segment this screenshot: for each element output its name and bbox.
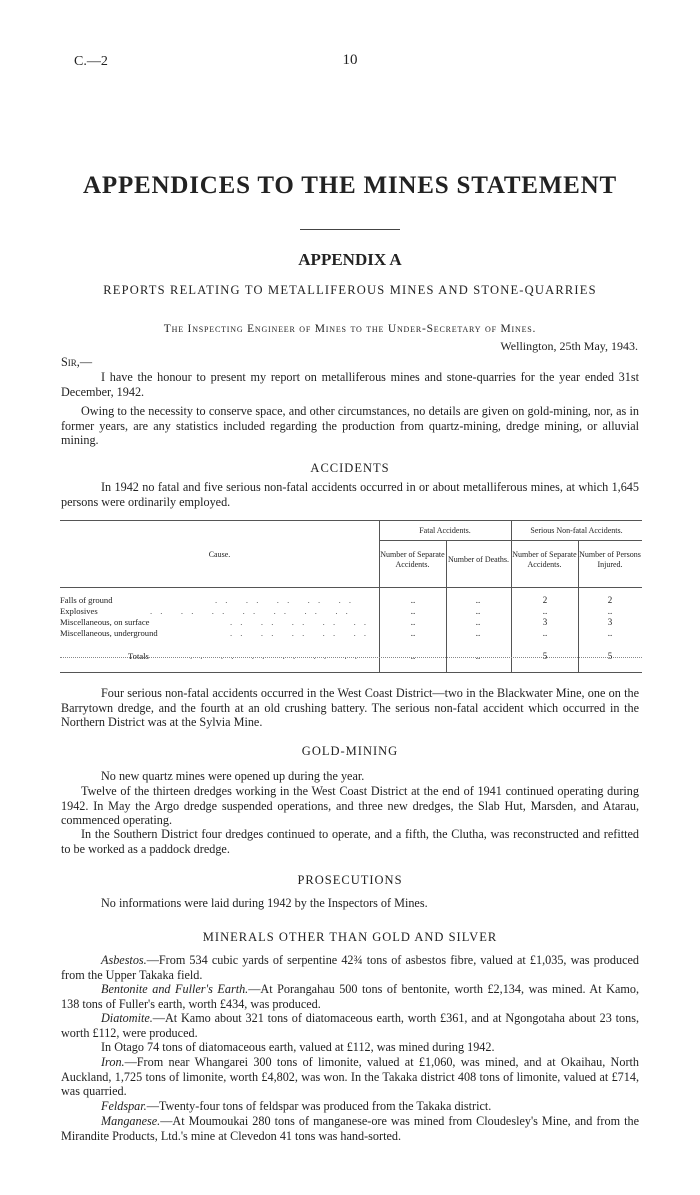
prosecutions-heading: PROSECUTIONS xyxy=(297,873,403,887)
serious-persons-value: 3 xyxy=(607,617,613,627)
serious-persons-value: 2 xyxy=(607,595,613,605)
manganese-text: —At Moumoukai 280 tons of manganese-ore was mined from Cloudesley's Mine, and from the Mirandite Products, Ltd.'s mine at Clevedon 41 tons was hand-sorted. xyxy=(61,1114,639,1143)
fatal-deaths-value: .. xyxy=(475,595,481,605)
fatal-separate-value: .. xyxy=(410,617,416,627)
document-reference: C.—2 xyxy=(74,54,108,69)
feldspar-text: —Twenty-four tons of feldspar was produced from the Takaka district. xyxy=(146,1099,492,1113)
table-header-rule xyxy=(60,587,642,588)
leader-dots: . . . . . . . . . . . . . . xyxy=(150,606,351,616)
serious-separate-header: Number of Separate Accidents. xyxy=(512,550,577,569)
fatal-deaths-value: .. xyxy=(475,628,481,638)
iron-paragraph xyxy=(61,1055,639,1099)
fatal-deaths-total: .. xyxy=(475,651,481,661)
accidents-intro: In 1942 no fatal and five serious non-fatal accidents occurred in or about metalliferous mines, at which 1,645 persons were ordinarily employed. xyxy=(61,480,639,509)
cause-label: Falls of ground xyxy=(60,595,113,605)
page-number: 10 xyxy=(342,52,358,68)
column-divider xyxy=(511,520,512,672)
gold-paragraph-3: In the Southern District four dredges continued to operate, and a fifth, the Clutha, was reconstructed and refitted to be worked as a paddock dredge. xyxy=(61,827,639,856)
fatal-separate-header: Number of Separate Accidents. xyxy=(380,550,445,569)
minerals-heading: MINERALS OTHER THAN GOLD AND SILVER xyxy=(202,930,498,944)
serious-persons-value: .. xyxy=(607,628,613,638)
column-divider xyxy=(379,520,380,672)
table-top-rule xyxy=(60,520,642,521)
gold-paragraph-2: Twelve of the thirteen dredges working in the West Coast District at the end of 1941 continued operating during 1942. In May the Argo dredge suspended operations, and three new dredges, the Slab Hut, Marsden, and Atarau, commenced operating. xyxy=(61,784,639,827)
manganese-paragraph xyxy=(61,1114,639,1143)
cause-label: Miscellaneous, underground xyxy=(60,628,158,638)
fatal-deaths-value: .. xyxy=(475,606,481,616)
accidents-heading: ACCIDENTS xyxy=(310,461,390,475)
fatal-deaths-value: .. xyxy=(475,617,481,627)
letter-address-line: The Inspecting Engineer of Mines to the Under-Secretary of Mines. xyxy=(163,323,537,335)
appendix-subtitle: REPORTS RELATING TO METALLIFEROUS MINES AND STONE-QUARRIES xyxy=(103,283,597,297)
letter-paragraph-2: Owing to the necessity to conserve space, and other circumstances, no details are given on gold-mining, nor, as in former years, are any statistics included regarding the production from quartz-mining, dredge mining, or alluvial mining. xyxy=(61,404,639,447)
cause-header: Cause. xyxy=(208,550,231,559)
bentonite-label: Bentonite and Fuller's Earth. xyxy=(101,982,249,996)
fatal-separate-value: .. xyxy=(410,628,416,638)
serious-persons-header: Number of Persons Injured. xyxy=(579,550,641,569)
fatal-deaths-header: Number of Deaths. xyxy=(447,555,510,564)
appendix-heading: APPENDIX A xyxy=(298,250,402,269)
serious-separate-value: 3 xyxy=(542,617,548,627)
fatal-separate-value: .. xyxy=(410,606,416,616)
main-title: APPENDICES TO THE MINES STATEMENT xyxy=(83,172,617,199)
letter-salutation: Sir,— xyxy=(61,355,93,369)
serious-separate-value: .. xyxy=(542,606,548,616)
totals-label: Totals xyxy=(128,651,149,661)
manganese-label: Manganese. xyxy=(101,1114,161,1128)
table-bottom-rule xyxy=(60,672,642,673)
gold-mining-heading: GOLD-MINING xyxy=(301,744,399,758)
serious-separate-value: .. xyxy=(542,628,548,638)
iron-text: —From near Whangarei 300 tons of limonite, valued at £1,060, was mined, and at Okaihau, North Auckland, 1,725 tons of limonite, worth £4,802, was won. In the Takaka district 408 tons of limonite, valued at £714, was quarried. xyxy=(61,1055,639,1098)
serious-persons-value: .. xyxy=(607,606,613,616)
serious-separate-total: 5 xyxy=(542,651,548,661)
fatal-separate-total: .. xyxy=(410,651,416,661)
bentonite-paragraph xyxy=(61,982,639,1011)
diatomite-label: Diatomite. xyxy=(101,1011,153,1025)
bentonite-text: —At Porangahau 500 tons of bentonite, worth £2,134, was mined. At Kamo, 138 tons of Fuller's earth, worth £434, was produced. xyxy=(61,982,639,1011)
leader-dots: . . . . . . . . . . xyxy=(215,595,355,605)
diatomite-paragraph xyxy=(61,1011,639,1040)
cause-label: Miscellaneous, on surface xyxy=(60,617,150,627)
leader-dots: . . . . . . . . . . . . xyxy=(190,651,360,661)
title-divider xyxy=(300,229,400,230)
prosecutions-paragraph: No informations were laid during 1942 by the Inspectors of Mines. xyxy=(101,896,428,910)
diatomite-text: —At Kamo about 321 tons of diatomaceous earth, worth £361, and at Ngongotaha about 23 tons, worth £112, were produced. xyxy=(61,1011,639,1040)
asbestos-label: Asbestos. xyxy=(101,953,147,967)
serious-accidents-header: Serious Non-fatal Accidents. xyxy=(530,526,623,535)
iron-label: Iron. xyxy=(101,1055,125,1069)
serious-separate-value: 2 xyxy=(542,595,548,605)
fatal-accidents-header: Fatal Accidents. xyxy=(419,526,471,535)
letter-paragraph-1: I have the honour to present my report on metalliferous mines and stone-quarries for the year ended 31st December, 1942. xyxy=(61,370,639,399)
asbestos-paragraph xyxy=(61,953,639,982)
fatal-separate-value: .. xyxy=(410,595,416,605)
asbestos-text: —From 534 cubic yards of serpentine 42¾ tons of asbestos fibre, valued at £1,035, was produced from the Upper Takaka field. xyxy=(61,953,639,982)
accidents-table xyxy=(60,520,642,674)
leader-dots: . . . . . . . . . . xyxy=(230,628,370,638)
accidents-details: Four serious non-fatal accidents occurred in the West Coast District—two in the Blackwater Mine, one on the Barrytown dredge, and the fourth at an old crushing battery. The serious non-fatal accident which occurred in the Northern District was at the Sylvia Mine. xyxy=(61,686,639,729)
otago-paragraph: In Otago 74 tons of diatomaceous earth, valued at £112, was mined during 1942. xyxy=(101,1040,495,1054)
feldspar-paragraph xyxy=(61,1099,639,1114)
gold-paragraph-1: No new quartz mines were opened up during the year. xyxy=(101,769,365,783)
letter-place-date: Wellington, 25th May, 1943. xyxy=(500,339,638,353)
feldspar-label: Feldspar. xyxy=(101,1099,147,1113)
serious-persons-total: 5 xyxy=(607,651,613,661)
cause-label: Explosives xyxy=(60,606,98,616)
leader-dots: . . . . . . . . . . xyxy=(230,617,370,627)
